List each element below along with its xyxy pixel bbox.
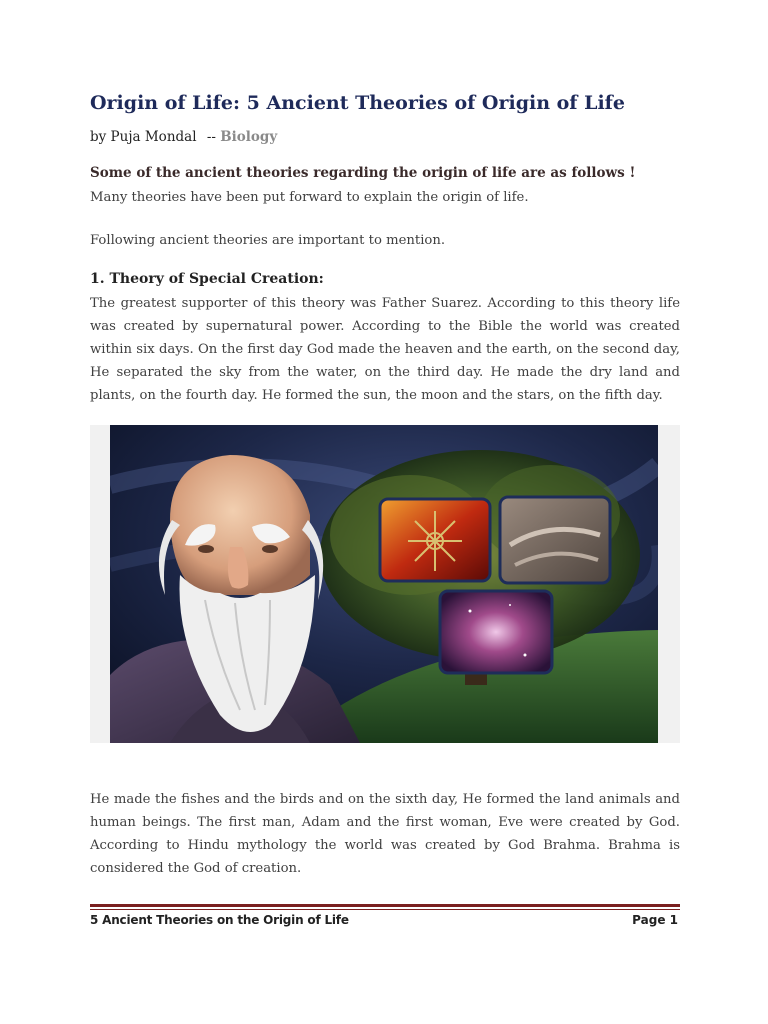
document-page xyxy=(90,0,680,1024)
byline-separator: -- xyxy=(206,129,216,145)
footer-title: 5 Ancient Theories on the Origin of Life xyxy=(90,913,349,927)
illustration-image xyxy=(110,425,658,743)
byline xyxy=(90,129,277,145)
footer-divider xyxy=(90,904,680,910)
second-paragraph: Following ancient theories are important to mention. xyxy=(90,233,446,248)
category-link[interactable]: Biology xyxy=(220,129,278,145)
author-name: by Puja Mondal xyxy=(90,129,197,145)
section-heading: 1. Theory of Special Creation: xyxy=(90,271,324,287)
intro-paragraph: Many theories have been put forward to explain the origin of life. xyxy=(90,190,529,205)
page-number: Page 1 xyxy=(632,913,678,927)
intro-heading: Some of the ancient theories regarding the origin of life are as follows ! xyxy=(90,165,636,181)
page-title: Origin of Life: 5 Ancient Theories of Origin of Life xyxy=(90,92,625,114)
article-illustration xyxy=(90,425,680,743)
continuation-paragraph: He made the fishes and the birds and on the sixth day, He formed the land animals and human beings. The first man, Adam and the first woman, Eve were created by God. According to Hindu mythology the world was created by God Brahma. Brahma is considered the God of creation. xyxy=(90,792,680,876)
section-paragraph: The greatest supporter of this theory was Father Suarez. According to this theory life was created by supernatural power. According to the Bible the world was created within six days. On the first day God made the heaven and the earth, on the second day, He separated the sky from the water, on the third day. He made the dry land and plants, on the fourth day. He formed the sun, the moon and the stars, on the fifth day. xyxy=(90,296,680,403)
